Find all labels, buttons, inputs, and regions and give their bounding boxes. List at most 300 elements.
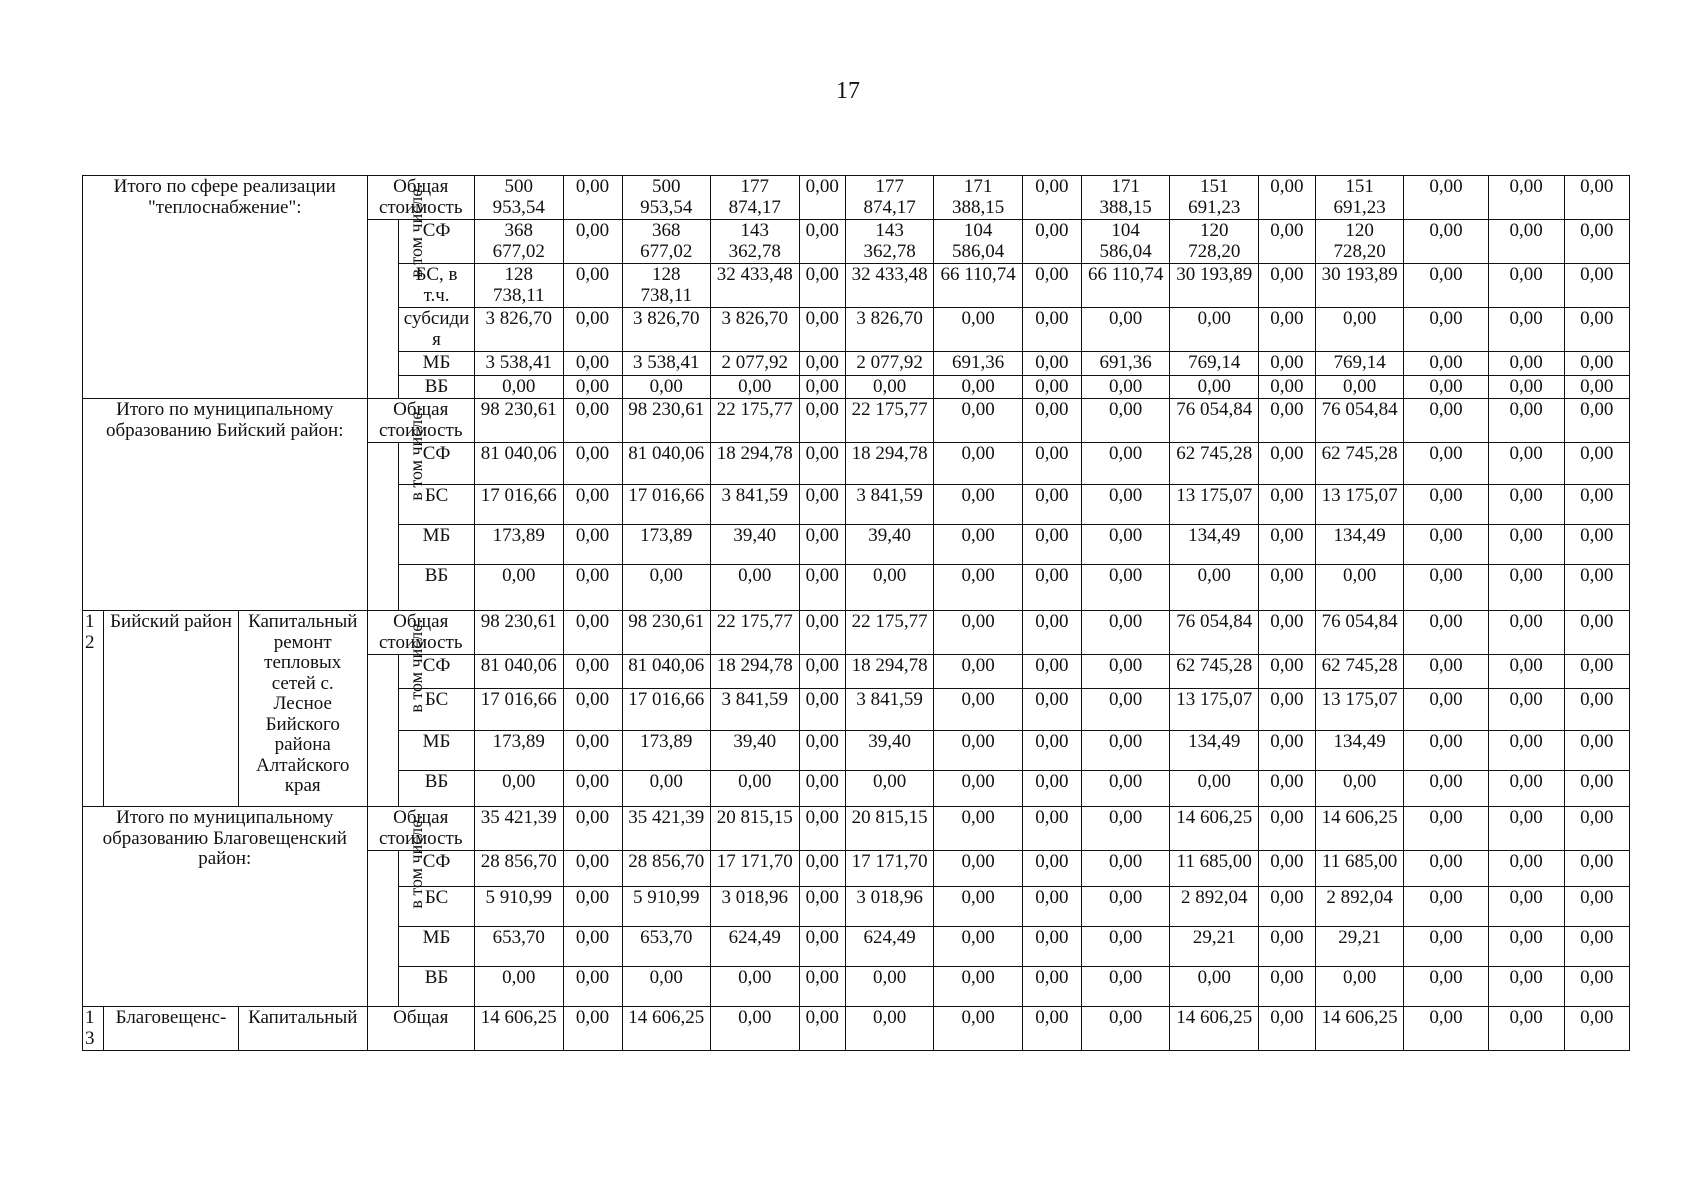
value-cell: 0,00 [1488,927,1564,967]
value-cell: 0,00 [934,565,1023,611]
value-cell: 0,00 [1081,525,1170,565]
value-cell: 0,00 [563,308,622,352]
value-cell: 0,00 [1081,308,1170,352]
value-cell: 62 745,28 [1315,655,1404,689]
value-cell: 0,00 [563,375,622,399]
value-cell: 17 171,70 [845,851,934,887]
row-label: ВБ [399,771,475,807]
row-number: 12 [83,611,104,807]
value-cell: 17 171,70 [711,851,800,887]
row-label: БС, в т.ч. [399,264,475,308]
value-cell: 0,00 [1404,525,1488,565]
value-cell: 30 193,89 [1170,264,1259,308]
value-cell: 0,00 [563,731,622,771]
value-cell: 0,00 [1404,375,1488,399]
value-cell: 66 110,74 [1081,264,1170,308]
value-cell: 0,00 [563,689,622,731]
value-cell: 0,00 [1488,375,1564,399]
value-cell: 0,00 [1404,485,1488,525]
value-cell: 0,00 [799,485,845,525]
value-cell: 0,00 [1564,927,1629,967]
row-label: МБ [399,352,475,376]
value-cell: 0,00 [1488,1007,1564,1051]
value-cell: 0,00 [563,220,622,264]
value-cell: 0,00 [563,485,622,525]
value-cell: 22 175,77 [711,399,800,443]
value-cell: 0,00 [1022,565,1081,611]
value-cell: 0,00 [622,375,711,399]
object-name: Капитальный [238,1007,367,1051]
value-cell: 0,00 [799,443,845,485]
value-cell: 0,00 [1404,771,1488,807]
value-cell: 0,00 [1488,308,1564,352]
value-cell: 0,00 [934,807,1023,851]
value-cell: 0,00 [1081,967,1170,1007]
value-cell: 22 175,77 [711,611,800,655]
value-cell: 0,00 [563,887,622,927]
value-cell: 0,00 [711,565,800,611]
value-cell: 0,00 [563,352,622,376]
value-cell: 0,00 [799,967,845,1007]
value-cell: 134,49 [1315,525,1404,565]
value-cell: 0,00 [1022,308,1081,352]
value-cell: 0,00 [1488,399,1564,443]
row-label: Общая стоимость [367,807,474,851]
value-cell: 0,00 [799,887,845,927]
value-cell: 0,00 [1404,851,1488,887]
row-label: СФ [399,851,475,887]
value-cell: 17 016,66 [474,485,563,525]
value-cell: 5 910,99 [474,887,563,927]
value-cell: 0,00 [934,485,1023,525]
value-cell: 22 175,77 [845,399,934,443]
value-cell: 0,00 [934,399,1023,443]
value-cell: 62 745,28 [1315,443,1404,485]
value-cell: 0,00 [1488,565,1564,611]
value-cell: 32 433,48 [711,264,800,308]
section-title: Итого по муниципальному образованию Благовещенский район: [83,807,368,1007]
value-cell: 13 175,07 [1170,485,1259,525]
value-cell: 134,49 [1170,731,1259,771]
value-cell: 0,00 [1404,399,1488,443]
value-cell: 653,70 [474,927,563,967]
including-label: в том числе: [405,815,426,909]
value-cell: 0,00 [1258,485,1315,525]
object-name: Капитальный ремонт тепловых сетей с. Лесное Бийского района Алтайского края [238,611,367,807]
row-label: СФ [399,443,475,485]
value-cell: 17 016,66 [622,485,711,525]
value-cell: 0,00 [622,771,711,807]
value-cell: 0,00 [1488,807,1564,851]
value-cell: 0,00 [563,1007,622,1051]
value-cell: 0,00 [799,807,845,851]
value-cell: 0,00 [1564,485,1629,525]
value-cell: 173,89 [474,525,563,565]
value-cell: 0,00 [1564,689,1629,731]
value-cell: 0,00 [563,399,622,443]
value-cell: 0,00 [1081,689,1170,731]
value-cell: 173,89 [474,731,563,771]
value-cell: 0,00 [563,927,622,967]
value-cell: 13 175,07 [1170,689,1259,731]
value-cell: 0,00 [1022,731,1081,771]
page-number: 17 [836,78,860,104]
value-cell: 0,00 [1022,771,1081,807]
value-cell: 0,00 [1564,771,1629,807]
row-label: Общая стоимость [367,611,474,655]
value-cell: 0,00 [1564,565,1629,611]
value-cell: 0,00 [1564,308,1629,352]
row-label: ВБ [399,565,475,611]
value-cell: 0,00 [1488,731,1564,771]
value-cell: 0,00 [1564,375,1629,399]
value-cell: 0,00 [1170,565,1259,611]
value-cell: 0,00 [1488,689,1564,731]
value-cell: 0,00 [799,375,845,399]
value-cell: 3 826,70 [845,308,934,352]
value-cell: 0,00 [1488,887,1564,927]
value-cell: 0,00 [934,525,1023,565]
value-cell: 0,00 [1022,176,1081,220]
value-cell: 66 110,74 [934,264,1023,308]
value-cell: 3 826,70 [474,308,563,352]
value-cell: 0,00 [563,851,622,887]
row-label: МБ [399,927,475,967]
value-cell: 0,00 [934,851,1023,887]
value-cell: 0,00 [1258,352,1315,376]
value-cell: 0,00 [1081,443,1170,485]
value-cell: 368 677,02 [622,220,711,264]
value-cell: 0,00 [1564,807,1629,851]
value-cell: 134,49 [1315,731,1404,771]
value-cell: 0,00 [1404,264,1488,308]
value-cell: 0,00 [1564,851,1629,887]
value-cell: 0,00 [799,308,845,352]
value-cell: 0,00 [711,771,800,807]
value-cell: 14 606,25 [474,1007,563,1051]
value-cell: 0,00 [934,308,1023,352]
value-cell: 0,00 [1564,176,1629,220]
value-cell: 0,00 [1022,967,1081,1007]
value-cell: 0,00 [1081,611,1170,655]
value-cell: 0,00 [563,264,622,308]
value-cell: 0,00 [1081,731,1170,771]
value-cell: 173,89 [622,525,711,565]
value-cell: 0,00 [799,525,845,565]
including-label: в том числе: [405,183,426,278]
value-cell: 0,00 [563,967,622,1007]
value-cell: 0,00 [1170,967,1259,1007]
row-label: БС [399,689,475,731]
value-cell: 0,00 [1258,771,1315,807]
value-cell: 0,00 [934,887,1023,927]
value-cell: 128 738,11 [622,264,711,308]
value-cell: 3 841,59 [845,485,934,525]
value-cell: 143 362,78 [845,220,934,264]
value-cell: 3 841,59 [711,485,800,525]
value-cell: 3 826,70 [622,308,711,352]
value-cell: 18 294,78 [711,443,800,485]
value-cell: 0,00 [1022,264,1081,308]
value-cell: 0,00 [1022,1007,1081,1051]
value-cell: 0,00 [1564,264,1629,308]
row-number: 13 [83,1007,104,1051]
value-cell: 0,00 [1564,967,1629,1007]
value-cell: 28 856,70 [622,851,711,887]
value-cell: 3 538,41 [622,352,711,376]
value-cell: 171 388,15 [1081,176,1170,220]
value-cell: 0,00 [1488,655,1564,689]
value-cell: 104 586,04 [934,220,1023,264]
row-label: Общая стоимость [367,399,474,443]
value-cell: 0,00 [1404,352,1488,376]
value-cell: 691,36 [934,352,1023,376]
value-cell: 29,21 [1170,927,1259,967]
value-cell: 0,00 [799,1007,845,1051]
value-cell: 0,00 [1022,375,1081,399]
value-cell: 151 691,23 [1170,176,1259,220]
value-cell: 81 040,06 [622,443,711,485]
value-cell: 13 175,07 [1315,485,1404,525]
value-cell: 0,00 [799,655,845,689]
value-cell: 769,14 [1315,352,1404,376]
value-cell: 39,40 [845,525,934,565]
value-cell: 0,00 [1258,399,1315,443]
value-cell: 2 892,04 [1170,887,1259,927]
value-cell: 0,00 [1258,308,1315,352]
value-cell: 0,00 [1258,689,1315,731]
value-cell: 0,00 [934,771,1023,807]
table-row [83,399,1630,443]
value-cell: 0,00 [1022,655,1081,689]
value-cell: 0,00 [1564,443,1629,485]
value-cell: 0,00 [1564,611,1629,655]
including-label-cell [367,619,426,807]
value-cell: 0,00 [1022,525,1081,565]
table-row [83,807,1630,851]
value-cell: 0,00 [1081,771,1170,807]
value-cell: 81 040,06 [474,443,563,485]
value-cell: 0,00 [1564,220,1629,264]
value-cell: 18 294,78 [845,443,934,485]
value-cell: 177 874,17 [845,176,934,220]
value-cell: 0,00 [1404,655,1488,689]
value-cell: 0,00 [934,611,1023,655]
row-label: субсидия [399,308,475,352]
value-cell: 0,00 [1258,927,1315,967]
value-cell: 0,00 [1170,771,1259,807]
value-cell: 0,00 [1170,308,1259,352]
value-cell: 104 586,04 [1081,220,1170,264]
value-cell: 0,00 [1081,887,1170,927]
value-cell: 0,00 [1564,887,1629,927]
value-cell: 0,00 [845,967,934,1007]
value-cell: 76 054,84 [1315,611,1404,655]
value-cell: 0,00 [1404,176,1488,220]
value-cell: 29,21 [1315,927,1404,967]
value-cell: 0,00 [711,1007,800,1051]
value-cell: 691,36 [1081,352,1170,376]
value-cell: 653,70 [622,927,711,967]
value-cell: 0,00 [1488,352,1564,376]
value-cell: 0,00 [1404,611,1488,655]
value-cell: 0,00 [1315,308,1404,352]
value-cell: 0,00 [1404,689,1488,731]
value-cell: 0,00 [1022,927,1081,967]
value-cell: 0,00 [1258,967,1315,1007]
value-cell: 500 953,54 [474,176,563,220]
value-cell: 143 362,78 [711,220,800,264]
value-cell: 0,00 [1564,399,1629,443]
value-cell: 0,00 [934,689,1023,731]
section-title: Итого по муниципальному образованию Бийский район: [83,399,368,611]
value-cell: 0,00 [1022,485,1081,525]
value-cell: 30 193,89 [1315,264,1404,308]
value-cell: 0,00 [1022,220,1081,264]
row-label: Общая [367,1007,474,1051]
value-cell: 0,00 [1258,887,1315,927]
value-cell: 0,00 [622,967,711,1007]
value-cell: 151 691,23 [1315,176,1404,220]
value-cell: 0,00 [1564,731,1629,771]
table-row [83,611,1630,655]
value-cell: 0,00 [563,565,622,611]
value-cell: 0,00 [1564,1007,1629,1051]
value-cell: 500 953,54 [622,176,711,220]
value-cell: 0,00 [1488,485,1564,525]
value-cell: 14 606,25 [1315,807,1404,851]
value-cell: 0,00 [563,443,622,485]
value-cell: 0,00 [1564,655,1629,689]
value-cell: 76 054,84 [1170,611,1259,655]
value-cell: 0,00 [1081,807,1170,851]
value-cell: 0,00 [799,352,845,376]
value-cell: 0,00 [1081,927,1170,967]
value-cell: 0,00 [799,264,845,308]
value-cell: 0,00 [1258,264,1315,308]
including-label-cell [367,815,426,1007]
value-cell: 14 606,25 [1170,807,1259,851]
value-cell: 0,00 [1081,565,1170,611]
value-cell: 0,00 [1258,220,1315,264]
value-cell: 0,00 [1081,485,1170,525]
value-cell: 0,00 [1081,375,1170,399]
value-cell: 0,00 [799,176,845,220]
value-cell: 98 230,61 [622,399,711,443]
value-cell: 0,00 [799,731,845,771]
including-label-cell [367,183,426,399]
including-label-cell [367,406,426,611]
row-label: Общая стоимость [367,176,474,220]
row-label: БС [399,887,475,927]
value-cell: 0,00 [1488,176,1564,220]
value-cell: 0,00 [934,731,1023,771]
value-cell: 624,49 [845,927,934,967]
section-title: Итого по сфере реализации "теплоснабжение": [83,176,368,399]
value-cell: 0,00 [1404,967,1488,1007]
value-cell: 0,00 [1404,565,1488,611]
value-cell: 18 294,78 [711,655,800,689]
value-cell: 128 738,11 [474,264,563,308]
value-cell: 14 606,25 [622,1007,711,1051]
value-cell: 62 745,28 [1170,655,1259,689]
value-cell: 0,00 [1488,967,1564,1007]
value-cell: 0,00 [1315,967,1404,1007]
value-cell: 17 016,66 [474,689,563,731]
district-name: Благовещенс- [104,1007,239,1051]
value-cell: 0,00 [799,565,845,611]
value-cell: 3 841,59 [845,689,934,731]
row-label: МБ [399,525,475,565]
row-label: БС [399,485,475,525]
value-cell: 17 016,66 [622,689,711,731]
value-cell: 0,00 [711,375,800,399]
value-cell: 0,00 [1022,887,1081,927]
row-label: ВБ [399,375,475,399]
value-cell: 14 606,25 [1315,1007,1404,1051]
value-cell: 0,00 [845,771,934,807]
value-cell: 0,00 [934,927,1023,967]
value-cell: 0,00 [1081,399,1170,443]
value-cell: 0,00 [711,967,800,1007]
value-cell: 134,49 [1170,525,1259,565]
value-cell: 624,49 [711,927,800,967]
value-cell: 3 018,96 [711,887,800,927]
value-cell: 5 910,99 [622,887,711,927]
value-cell: 28 856,70 [474,851,563,887]
value-cell: 0,00 [1488,443,1564,485]
value-cell: 0,00 [799,220,845,264]
value-cell: 0,00 [845,1007,934,1051]
value-cell: 98 230,61 [474,611,563,655]
value-cell: 0,00 [799,927,845,967]
value-cell: 0,00 [799,689,845,731]
value-cell: 35 421,39 [474,807,563,851]
value-cell: 0,00 [934,967,1023,1007]
value-cell: 0,00 [1022,851,1081,887]
table-body [83,176,1630,1051]
value-cell: 0,00 [474,771,563,807]
value-cell: 0,00 [1404,807,1488,851]
value-cell: 2 077,92 [845,352,934,376]
value-cell: 0,00 [1081,1007,1170,1051]
value-cell: 0,00 [1488,771,1564,807]
value-cell: 0,00 [563,655,622,689]
value-cell: 0,00 [1258,851,1315,887]
value-cell: 0,00 [1258,443,1315,485]
value-cell: 2 077,92 [711,352,800,376]
value-cell: 0,00 [1404,220,1488,264]
value-cell: 0,00 [1404,1007,1488,1051]
value-cell: 769,14 [1170,352,1259,376]
including-label: в том числе: [405,619,426,713]
value-cell: 0,00 [1022,443,1081,485]
value-cell: 0,00 [1258,176,1315,220]
value-cell: 76 054,84 [1315,399,1404,443]
value-cell: 0,00 [1404,927,1488,967]
value-cell: 177 874,17 [711,176,800,220]
table-row [83,1007,1630,1051]
row-label: СФ [399,220,475,264]
value-cell: 0,00 [1404,443,1488,485]
value-cell: 0,00 [1258,611,1315,655]
value-cell: 173,89 [622,731,711,771]
value-cell: 120 728,20 [1170,220,1259,264]
value-cell: 0,00 [934,1007,1023,1051]
value-cell: 171 388,15 [934,176,1023,220]
value-cell: 0,00 [845,375,934,399]
value-cell: 0,00 [1170,375,1259,399]
